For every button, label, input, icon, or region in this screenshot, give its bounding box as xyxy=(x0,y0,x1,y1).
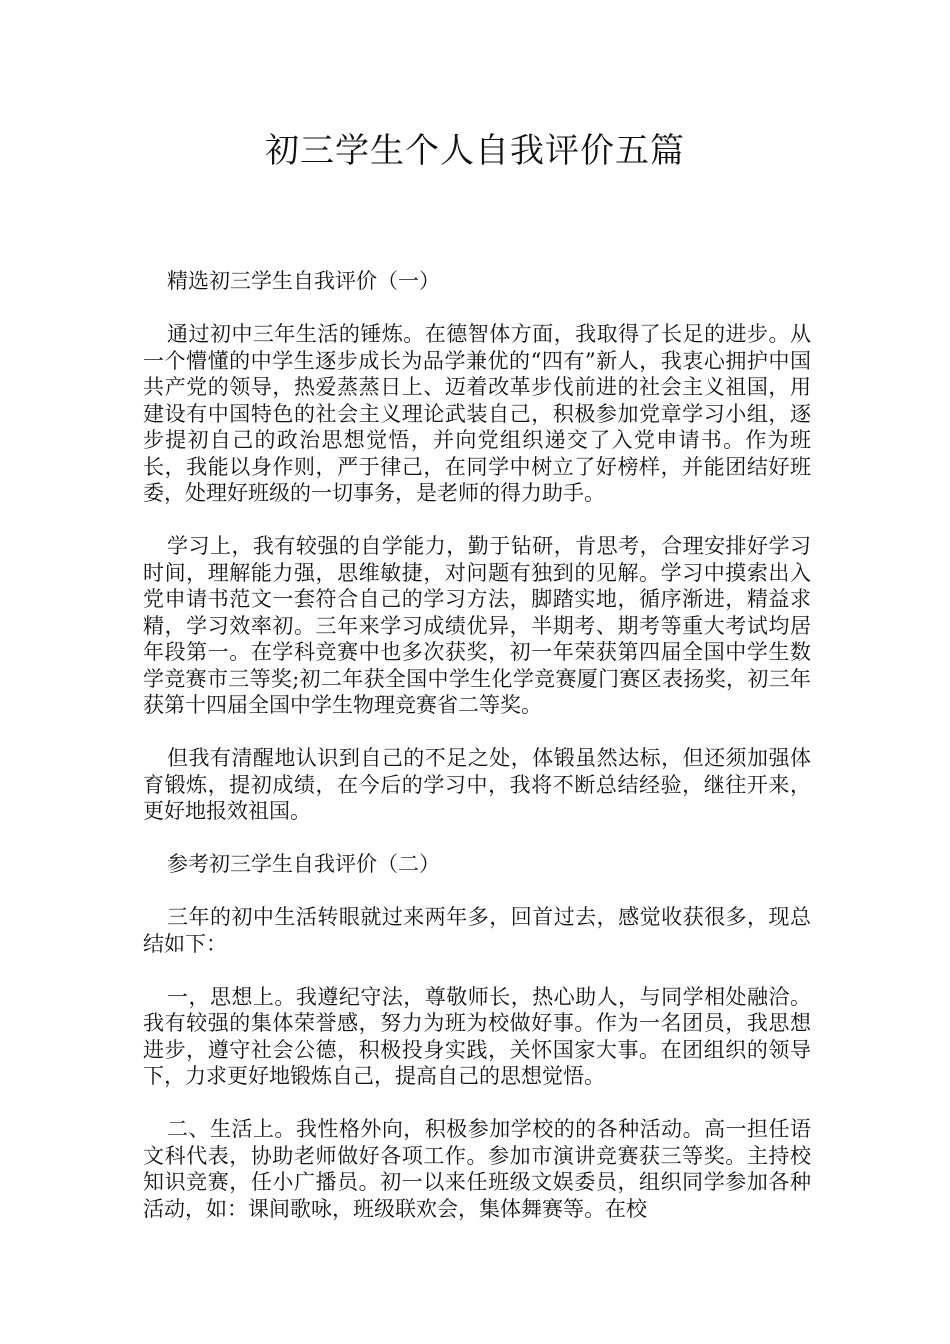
paragraph: 二、生活上。我性格外向，积极参加学校的的各种活动。高一担任语文科代表，协助老师做好各项工作。参加市演讲竞赛获三等奖。主持校知识竞赛，任小广播员。初一以来任班级文娱委员，组织同学参加各种活动，如：课间歌咏，班级联欢会，集体舞赛等。在校 xyxy=(143,1117,811,1221)
paragraph: 学习上，我有较强的自学能力，勤于钻研，肯思考，合理安排好学习时间，理解能力强，思维敏捷，对问题有独到的见解。学习中摸索出入党申请书范文一套符合自己的学习方法，脚踏实地，循序渐进，精益求精，学习效率初。三年来学习成绩优异，半期考、期考等重大考试均居年段第一。在学科竞赛中也多次获奖，初一年荣获第四届全国中学生数学竞赛市三等奖;初二年获全国中学生化学竞赛厦门赛区表扬奖，初三年获第十四届全国中学生物理竞赛省二等奖。 xyxy=(143,534,811,717)
section-heading: 精选初三学生自我评价（一） xyxy=(167,269,440,293)
paragraph: 但我有清醒地认识到自己的不足之处，体锻虽然达标，但还须加强体育锻炼，提初成绩，在今后的学习中，我将不断总结经验，继往开来，更好地报效祖国。 xyxy=(143,746,811,823)
paragraph: 通过初中三年生活的锤炼。在德智体方面，我取得了长足的进步。从一个懵懂的中学生逐步成长为品学兼优的“四有”新人，我衷心拥护中国共产党的领导，热爱蒸蒸日上、迈着改革步伐前进的社会主义祖国，用建设有中国特色的社会主义理论武装自己，积极参加党章学习小组，逐步提初自己的政治思想觉悟，并向党组织递交了入党申请书。作为班长，我能以身作则，严于律己，在同学中树立了好榜样，并能团结好班委，处理好班级的一切事务，是老师的得力助手。 xyxy=(143,322,811,505)
paragraph: 一，思想上。我遵纪守法，尊敬师长，热心助人，与同学相处融洽。我有较强的集体荣誉感，努力为班为校做好事。作为一名团员，我思想进步，遵守社会公德，积极投身实践，关怀国家大事。在团组织的领导下，力求更好地锻炼自己，提高自己的思想觉悟。 xyxy=(143,984,811,1088)
section-heading: 参考初三学生自我评价（二） xyxy=(167,852,440,876)
paragraph: 三年的初中生活转眼就过来两年多，回首过去，感觉收获很多，现总结如下： xyxy=(143,905,811,956)
document-title: 初三学生个人自我评价五篇 xyxy=(265,131,685,171)
document-body xyxy=(143,268,811,1249)
